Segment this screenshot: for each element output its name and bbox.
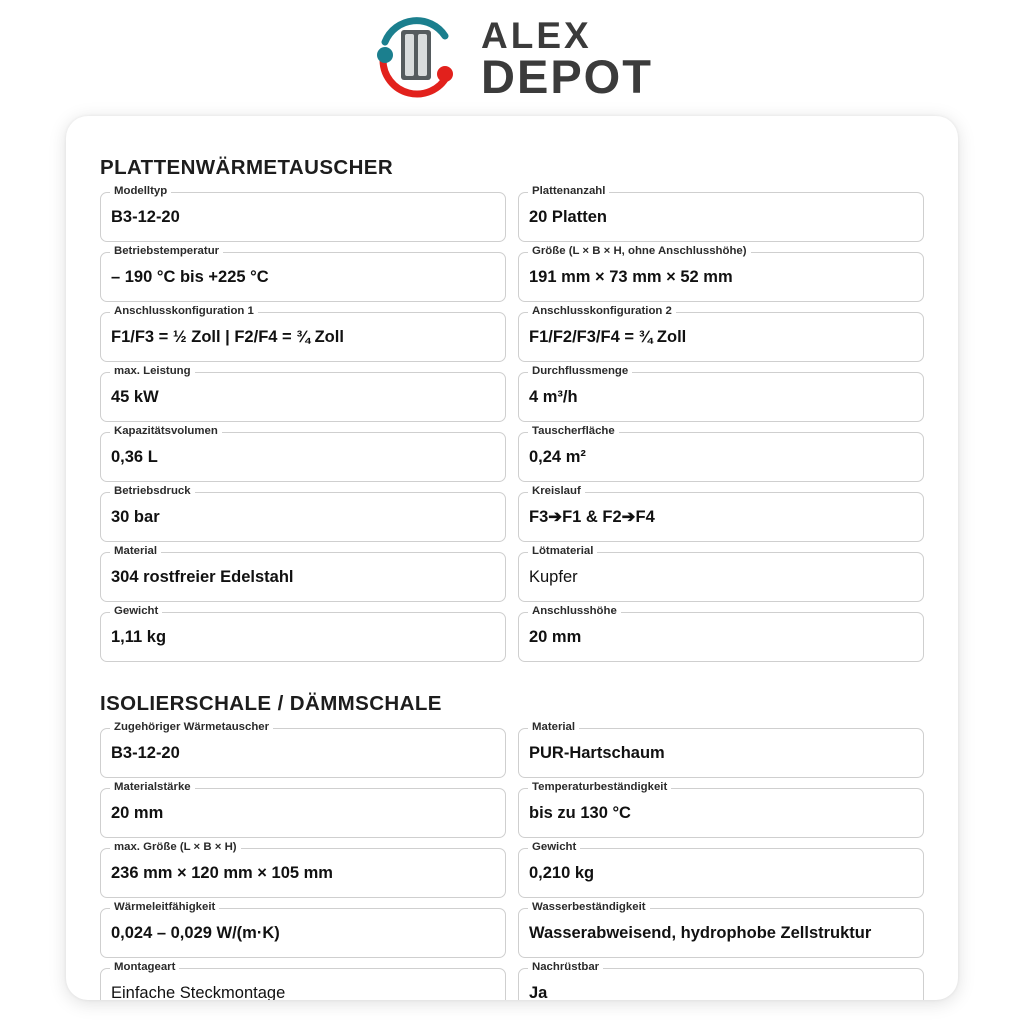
spec-field: [100, 721, 506, 778]
spec-field-value: 236 mm × 120 mm × 105 mm: [111, 864, 333, 882]
spec-field-label: Kapazitätsvolumen: [110, 425, 222, 437]
section-title-heat-exchanger: PLATTENWÄRMETAUSCHER: [100, 156, 394, 179]
spec-field-value: 20 mm: [111, 804, 164, 822]
spec-field: [518, 961, 924, 1000]
spec-field-label: max. Leistung: [110, 365, 195, 377]
spec-field-label: Lötmaterial: [528, 545, 597, 557]
spec-field-label: Wasserbeständigkeit: [528, 901, 650, 913]
spec-field: [100, 605, 506, 662]
spec-field-value: bis zu 130 °C: [529, 804, 631, 822]
spec-field: [100, 901, 506, 958]
spec-field: [518, 485, 924, 542]
spec-field: [518, 721, 924, 778]
spec-field: [518, 245, 924, 302]
spec-field-value: F3➔F1 & F2➔F4: [529, 508, 655, 526]
spec-field-label: Tauscherfläche: [528, 425, 619, 437]
spec-field-label: Gewicht: [110, 605, 162, 617]
spec-field: [100, 485, 506, 542]
spec-card: [66, 116, 958, 1000]
spec-field-label: Plattenanzahl: [528, 185, 609, 197]
spec-field: [518, 605, 924, 662]
spec-field-value: B3-12-20: [111, 208, 180, 226]
spec-field-value: Ja: [529, 984, 548, 1000]
spec-field: [100, 545, 506, 602]
spec-field-label: Modelltyp: [110, 185, 171, 197]
spec-field-value: 0,24 m²: [529, 448, 586, 466]
spec-field-label: Größe (L × B × H, ohne Anschlusshöhe): [528, 245, 751, 257]
spec-field: [100, 961, 506, 1000]
spec-field-label: Anschlusshöhe: [528, 605, 621, 617]
spec-field: [518, 305, 924, 362]
spec-field: [100, 245, 506, 302]
brand-name-top: ALEX: [481, 15, 592, 57]
heat-exchanger-logo-icon: [371, 14, 467, 104]
spec-field-label: max. Größe (L × B × H): [110, 841, 241, 853]
spec-field-value: 191 mm × 73 mm × 52 mm: [529, 268, 733, 286]
brand-wordmark: [481, 15, 653, 104]
spec-field-label: Zugehöriger Wärmetauscher: [110, 721, 273, 733]
spec-field-label: Betriebstemperatur: [110, 245, 223, 257]
spec-field: [100, 365, 506, 422]
spec-field: [518, 545, 924, 602]
spec-field-value: – 190 °C bis +225 °C: [111, 268, 269, 286]
spec-field-label: Material: [110, 545, 161, 557]
spec-field: [518, 841, 924, 898]
brand-logo: [0, 0, 1024, 118]
spec-field-value: Kupfer: [529, 568, 578, 586]
spec-field: [100, 305, 506, 362]
spec-field-value: F1/F2/F3/F4 = ¾ Zoll: [529, 328, 687, 346]
spec-field: [518, 901, 924, 958]
brand-name-bottom: DEPOT: [481, 50, 653, 104]
spec-field: [518, 781, 924, 838]
spec-field-value: F1/F3 = ½ Zoll | F2/F4 = ¾ Zoll: [111, 328, 344, 346]
spec-field: [518, 365, 924, 422]
spec-field-value: 45 kW: [111, 388, 159, 406]
spec-field-value: 304 rostfreier Edelstahl: [111, 568, 294, 586]
spec-field: [100, 185, 506, 242]
spec-field-value: Einfache Steckmontage: [111, 984, 286, 1000]
spec-field-value: 0,210 kg: [529, 864, 595, 882]
spec-field-label: Anschlusskonfiguration 2: [528, 305, 676, 317]
spec-field-value: 1,11 kg: [111, 628, 167, 646]
spec-field-value: 0,36 L: [111, 448, 158, 466]
spec-field-label: Betriebsdruck: [110, 485, 195, 497]
spec-grid-heat-exchanger: [100, 185, 924, 662]
spec-field-label: Materialstärke: [110, 781, 195, 793]
spec-field-label: Montageart: [110, 961, 179, 973]
spec-field-value: 20 mm: [529, 628, 582, 646]
spec-field-label: Kreislauf: [528, 485, 585, 497]
spec-field: [100, 425, 506, 482]
spec-field-value: 30 bar: [111, 508, 160, 526]
spec-field: [100, 781, 506, 838]
spec-field-label: Gewicht: [528, 841, 580, 853]
spec-field-label: Material: [528, 721, 579, 733]
spec-field-value: 4 m³/h: [529, 388, 578, 406]
spec-field-label: Nachrüstbar: [528, 961, 603, 973]
section-title-insulation: ISOLIERSCHALE / DÄMMSCHALE: [100, 692, 442, 715]
spec-field-value: Wasserabweisend, hydrophobe Zellstruktur: [529, 924, 872, 942]
spec-field-value: PUR-Hartschaum: [529, 744, 665, 762]
spec-field-label: Anschlusskonfiguration 1: [110, 305, 258, 317]
spec-field-label: Durchflussmenge: [528, 365, 632, 377]
spec-field-value: 20 Platten: [529, 208, 607, 226]
spec-field: [518, 185, 924, 242]
spec-grid-insulation: [100, 721, 924, 1000]
spec-field-label: Temperaturbeständigkeit: [528, 781, 671, 793]
spec-field-value: 0,024 – 0,029 W/(m·K): [111, 924, 280, 942]
spec-field-value: B3-12-20: [111, 744, 180, 762]
spec-field-label: Wärmeleitfähigkeit: [110, 901, 219, 913]
spec-field: [100, 841, 506, 898]
spec-field: [518, 425, 924, 482]
